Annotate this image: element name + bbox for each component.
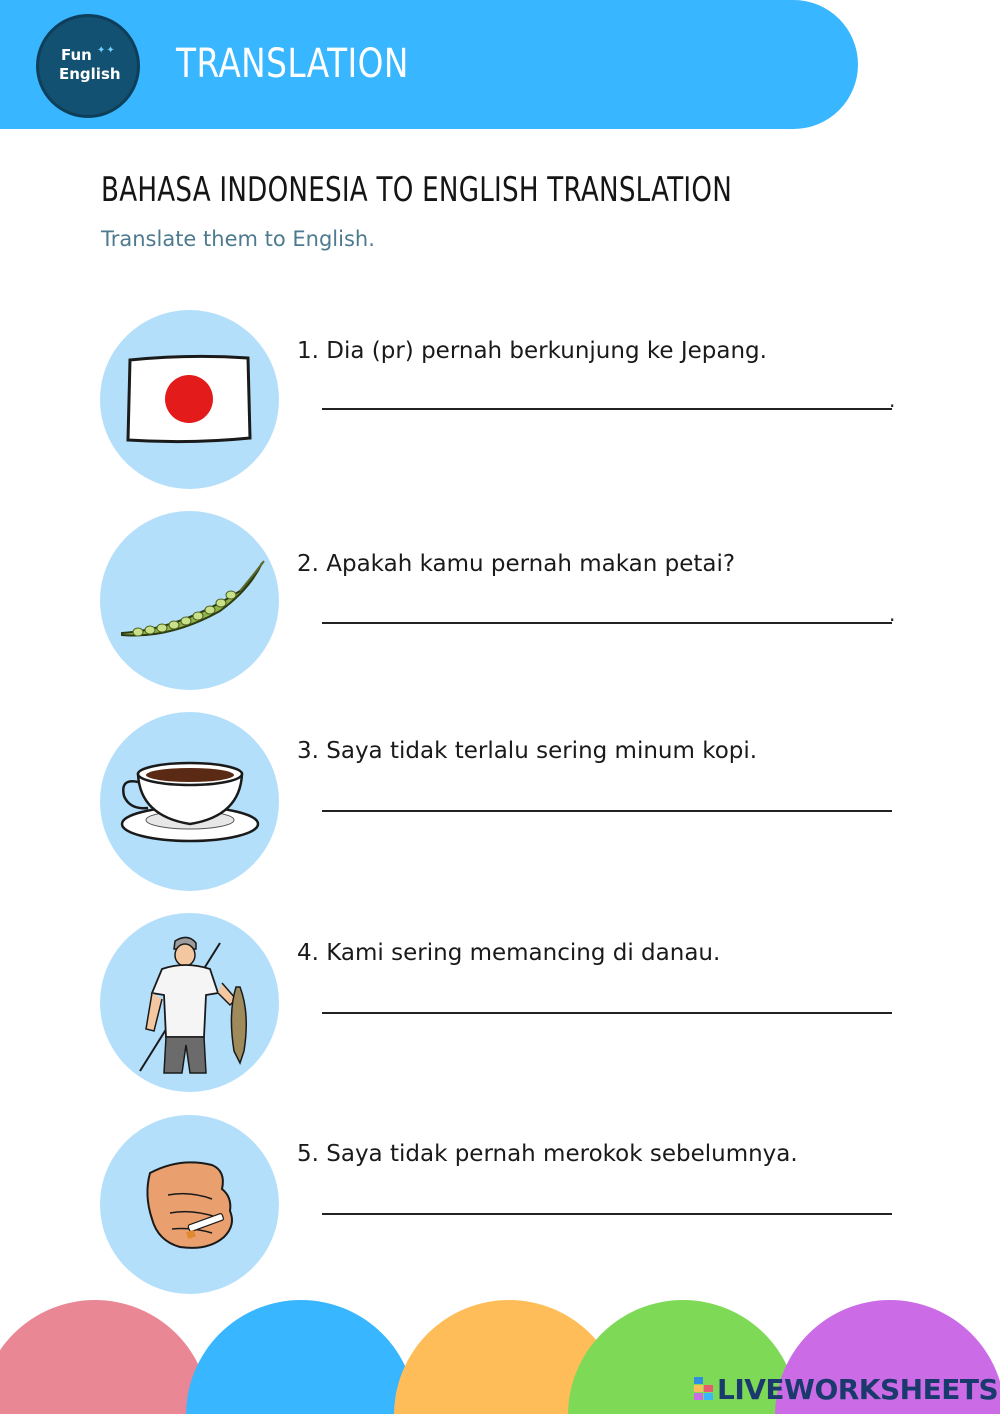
header-bar [0,0,858,129]
decor-circle-blue [186,1300,416,1414]
item-3-illustration [100,712,279,891]
petai-bean-icon [100,511,279,690]
logo-line2: English [59,65,121,83]
decor-circle-pink [0,1300,210,1414]
instruction-text: Translate them to English. [101,227,375,251]
item-4-illustration [100,913,279,1092]
hand-cigarette-icon [100,1115,279,1294]
exercise-item-3 [0,712,1000,892]
item-2-illustration [100,511,279,690]
exercise-item-4 [0,913,1000,1093]
item-2-answer-line[interactable] [322,622,892,624]
item-2-question: 2. Apakah kamu pernah makan petai? [297,551,736,577]
item-5-question: 5. Saya tidak pernah merokok sebelumnya. [297,1141,798,1167]
item-4-question: 4. Kami sering memancing di danau. [297,940,721,966]
liveworksheets-brand[interactable]: LIVEWORKSHEETS [717,1373,999,1406]
item-1-answer-line[interactable] [322,408,892,410]
fun-english-logo [36,14,140,118]
exercise-item-1 [0,310,1000,490]
item-1-illustration [100,310,279,489]
item-1-line-end: . [889,388,896,412]
item-5-illustration [100,1115,279,1294]
logo-line1: Fun [61,46,92,64]
stars-icon: ✦✦ [97,45,116,56]
item-4-answer-line[interactable] [322,1012,892,1014]
section-title: BAHASA INDONESIA TO ENGLISH TRANSLATION [101,170,733,210]
exercise-item-5 [0,1115,1000,1295]
item-2-line-end: . [889,602,896,626]
japan-flag-icon [100,310,279,489]
item-1-question: 1. Dia (pr) pernah berkunjung ke Jepang. [297,338,767,364]
fisherman-icon [100,913,279,1092]
coffee-cup-icon [100,712,279,891]
exercise-item-2 [0,511,1000,691]
item-5-answer-line[interactable] [322,1213,892,1215]
liveworksheets-mark-icon [694,1377,714,1401]
item-3-question: 3. Saya tidak terlalu sering minum kopi. [297,738,758,764]
item-3-answer-line[interactable] [322,810,892,812]
header-title: TRANSLATION [176,41,409,87]
